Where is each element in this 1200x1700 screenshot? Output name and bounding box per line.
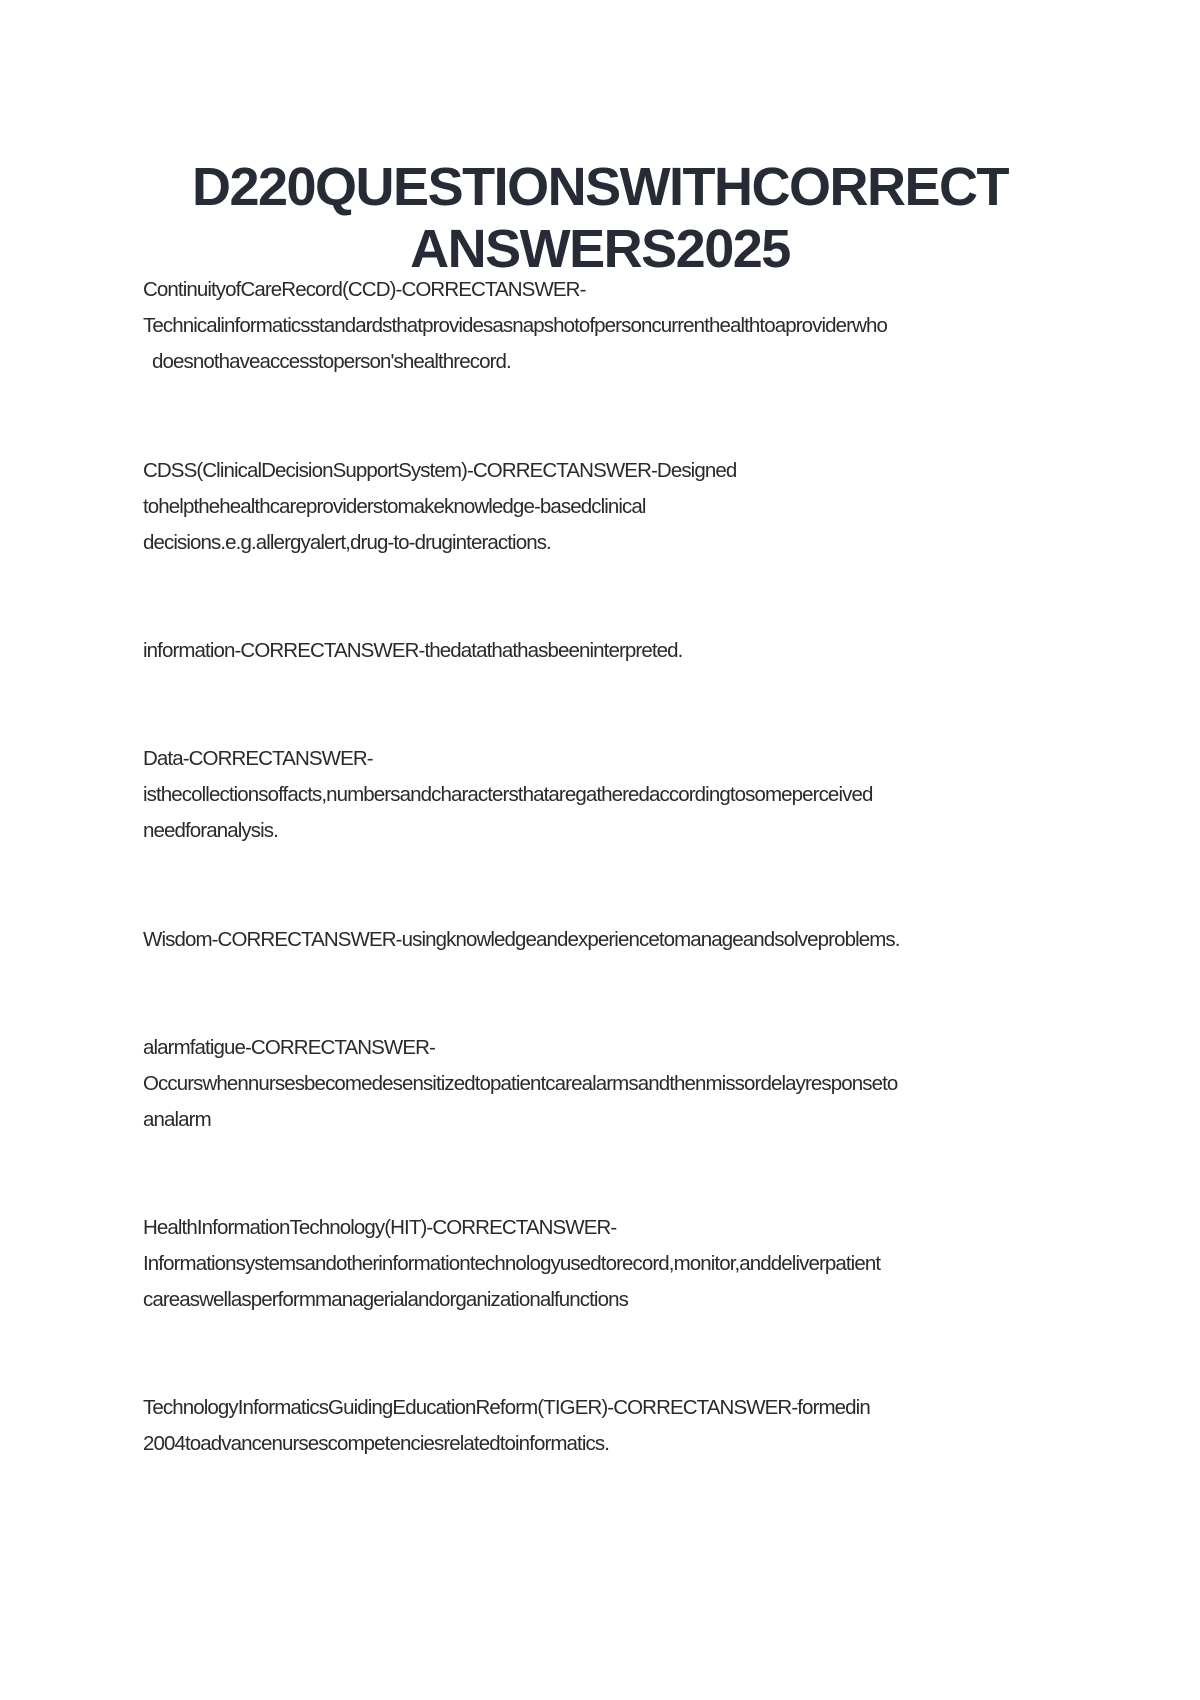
entry-line: CDSS(ClinicalDecisionSupportSystem)-CORRECTANSWER-Designed <box>143 459 737 482</box>
entry-line: Occurswhennursesbecomedesensitizedtopatientcarealarmsandthenmissordelayresponseto <box>143 1072 898 1095</box>
qa-entry-wisdom <box>143 922 1063 958</box>
qa-entry-cdss <box>143 453 1063 561</box>
qa-entry-tiger <box>143 1390 1063 1462</box>
entry-line: HealthInformationTechnology(HIT)-CORRECTANSWER- <box>143 1216 617 1239</box>
document-title-line: D220QUESTIONSWITHCORRECT <box>191 157 1009 217</box>
entry-line: decisions.e.g.allergyalert,drug-to-druginteractions. <box>143 531 551 554</box>
entry-line: tohelpthehealthcareproviderstomakeknowledge-basedclinical <box>143 495 646 518</box>
entry-line: analarm <box>143 1108 211 1131</box>
entry-line: Data-CORRECTANSWER- <box>143 747 373 770</box>
qa-entry-data <box>143 741 1063 849</box>
entry-line: doesnothaveaccesstoperson'shealthrecord. <box>152 350 511 373</box>
entry-line: ContinuityofCareRecord(CCD)-CORRECTANSWER- <box>143 278 586 301</box>
document-title <box>150 156 1050 280</box>
entry-line: Technicalinformaticsstandardsthatprovidesasnapshotofpersoncurrenthealthtoaproviderwho <box>143 314 887 337</box>
qa-entry-information <box>143 633 1063 669</box>
entry-line: careaswellasperformmanagerialandorganizationalfunctions <box>143 1288 628 1311</box>
qa-entry-alarm-fatigue <box>143 1030 1063 1138</box>
entry-line: TechnologyInformaticsGuidingEducationReform(TIGER)-CORRECTANSWER-formedin <box>143 1396 870 1419</box>
entry-line: needforanalysis. <box>143 819 278 842</box>
entry-line: isthecollectionsoffacts,numbersandcharactersthataregatheredaccordingtosomeperceived <box>143 783 873 806</box>
qa-entry-hit <box>143 1210 1063 1318</box>
document-title-line: ANSWERS2025 <box>410 219 790 279</box>
entry-line: Wisdom-CORRECTANSWER-usingknowledgeandexperiencetomanageandsolveproblems. <box>143 928 900 951</box>
entry-line: information-CORRECTANSWER-thedatathathasbeeninterpreted. <box>143 639 683 662</box>
qa-entry-ccd <box>143 272 1063 380</box>
entry-line: alarmfatigue-CORRECTANSWER- <box>143 1036 435 1059</box>
entry-line: Informationsystemsandotherinformationtechnologyusedtorecord,monitor,anddeliverpatient <box>143 1252 881 1275</box>
entry-line: 2004toadvancenursescompetenciesrelatedtoinformatics. <box>143 1432 610 1455</box>
